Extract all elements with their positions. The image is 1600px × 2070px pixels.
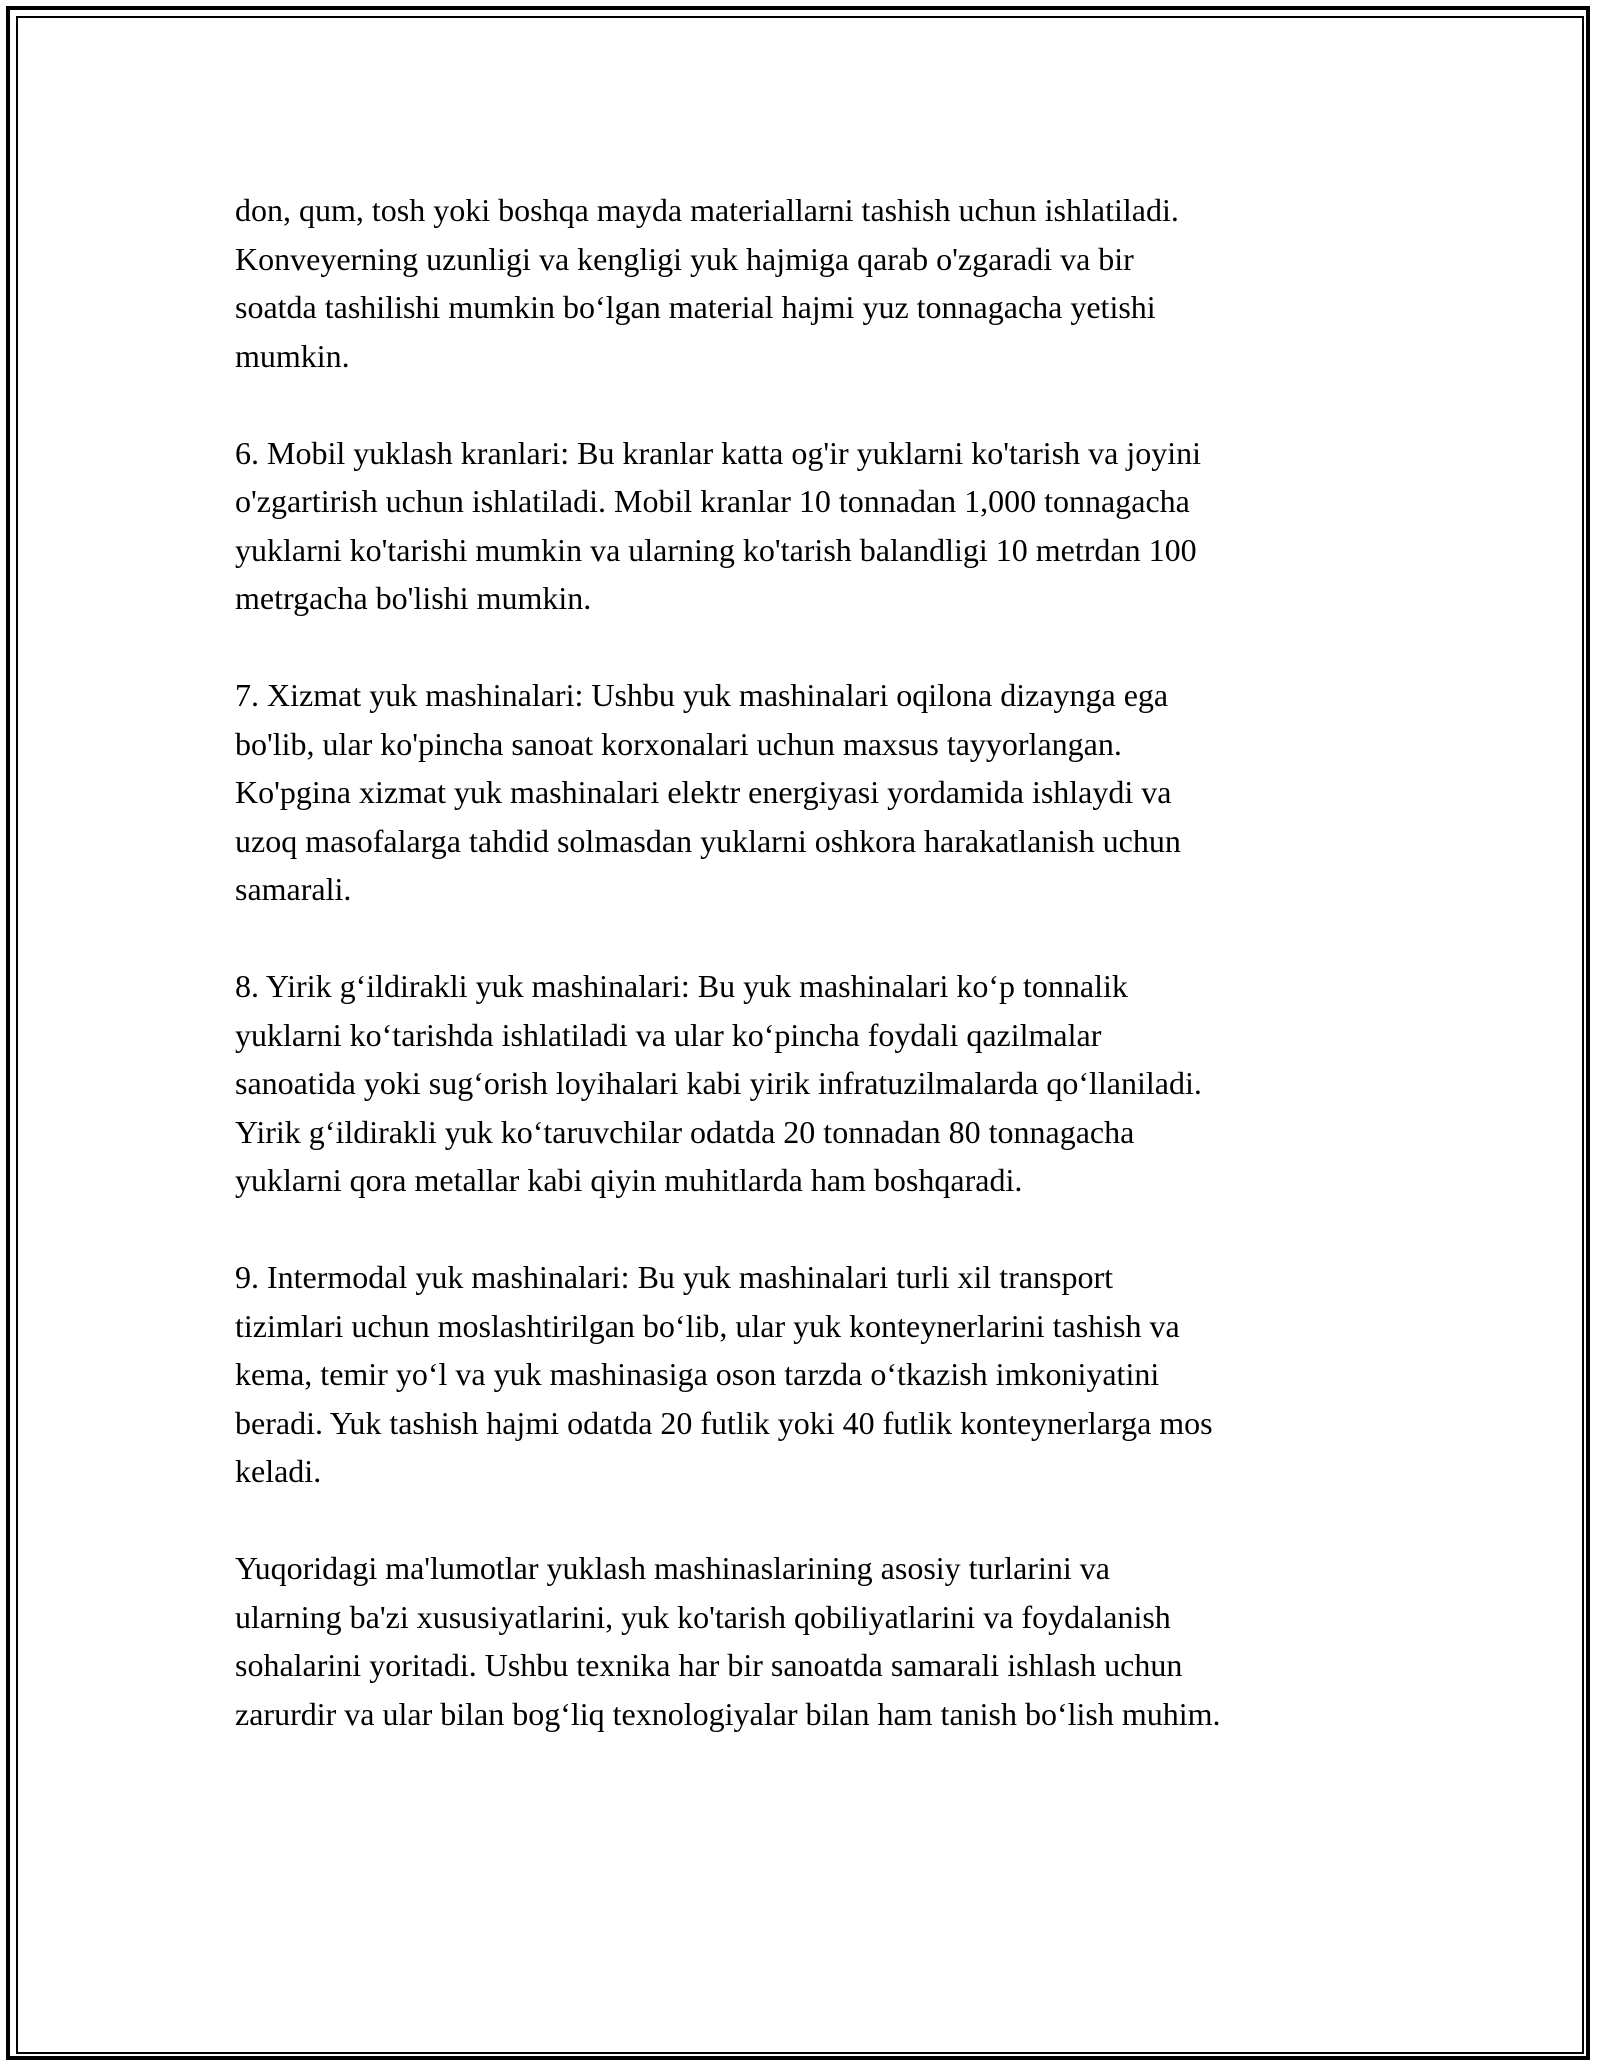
paragraph-conclusion: Yuqoridagi ma'lumotlar yuklash mashinaslarining asosiy turlarini va ularning ba'zi xususiyatlarini, yuk ko'tarish qobiliyatlarini va foydalanish sohalarini yoritadi. Ushbu texnika har bir sanoatda samarali ishlash uchun zarurdir va ular bilan bogʻliq texnologiyalar bilan ham tanish boʻlish muhim. — [235, 1550, 1221, 1732]
document-body — [235, 186, 1400, 1787]
paragraph-large-wheel-trucks: 8. Yirik gʻildirakli yuk mashinalari: Bu yuk mashinalari koʻp tonnalik yuklarni koʻtarishda ishlatiladi va ular koʻpincha foydali qazilmalar sanoatida yoki sugʻorish loyihalari kabi yirik infratuzilmalarda qoʻllaniladi. Yirik gʻildirakli yuk koʻtaruvchilar odatda 20 tonnadan 80 tonnagacha yuklarni qora metallar kabi qiyin muhitlarda ham boshqaradi. — [235, 968, 1202, 1198]
paragraph-intermodal-trucks: 9. Intermodal yuk mashinalari: Bu yuk mashinalari turli xil transport tizimlari uchun moslashtirilgan boʻlib, ular yuk konteynerlarini tashish va kema, temir yoʻl va yuk mashinasiga oson tarzda oʻtkazish imkoniyatini beradi. Yuk tashish hajmi odatda 20 futlik yoki 40 futlik konteynerlarga mos keladi. — [235, 1259, 1213, 1489]
paragraph-service-trucks: 7. Xizmat yuk mashinalari: Ushbu yuk mashinalari oqilona dizaynga ega bo'lib, ular ko'pincha sanoat korxonalari uchun maxsus tayyorlangan. Ko'pgina xizmat yuk mashinalari elektr energiyasi yordamida ishlaydi va uzoq masofalarga tahdid solmasdan yuklarni oshkora harakatlanish uchun samarali. — [235, 677, 1181, 907]
paragraph-conveyor-continued: don, qum, tosh yoki boshqa mayda materiallarni tashish uchun ishlatiladi. Konveyerning uzunligi va kengligi yuk hajmiga qarab o'zgaradi va bir soatda tashilishi mumkin boʻlgan material hajmi yuz tonnagacha yetishi mumkin. — [235, 192, 1179, 374]
paragraph-mobile-cranes: 6. Mobil yuklash kranlari: Bu kranlar katta og'ir yuklarni ko'tarish va joyini o'zgartirish uchun ishlatiladi. Mobil kranlar 10 tonnadan 1,000 tonnagacha yuklarni ko'tarishi mumkin va ularning ko'tarish balandligi 10 metrdan 100 metrgacha bo'lishi mumkin. — [235, 434, 1201, 616]
